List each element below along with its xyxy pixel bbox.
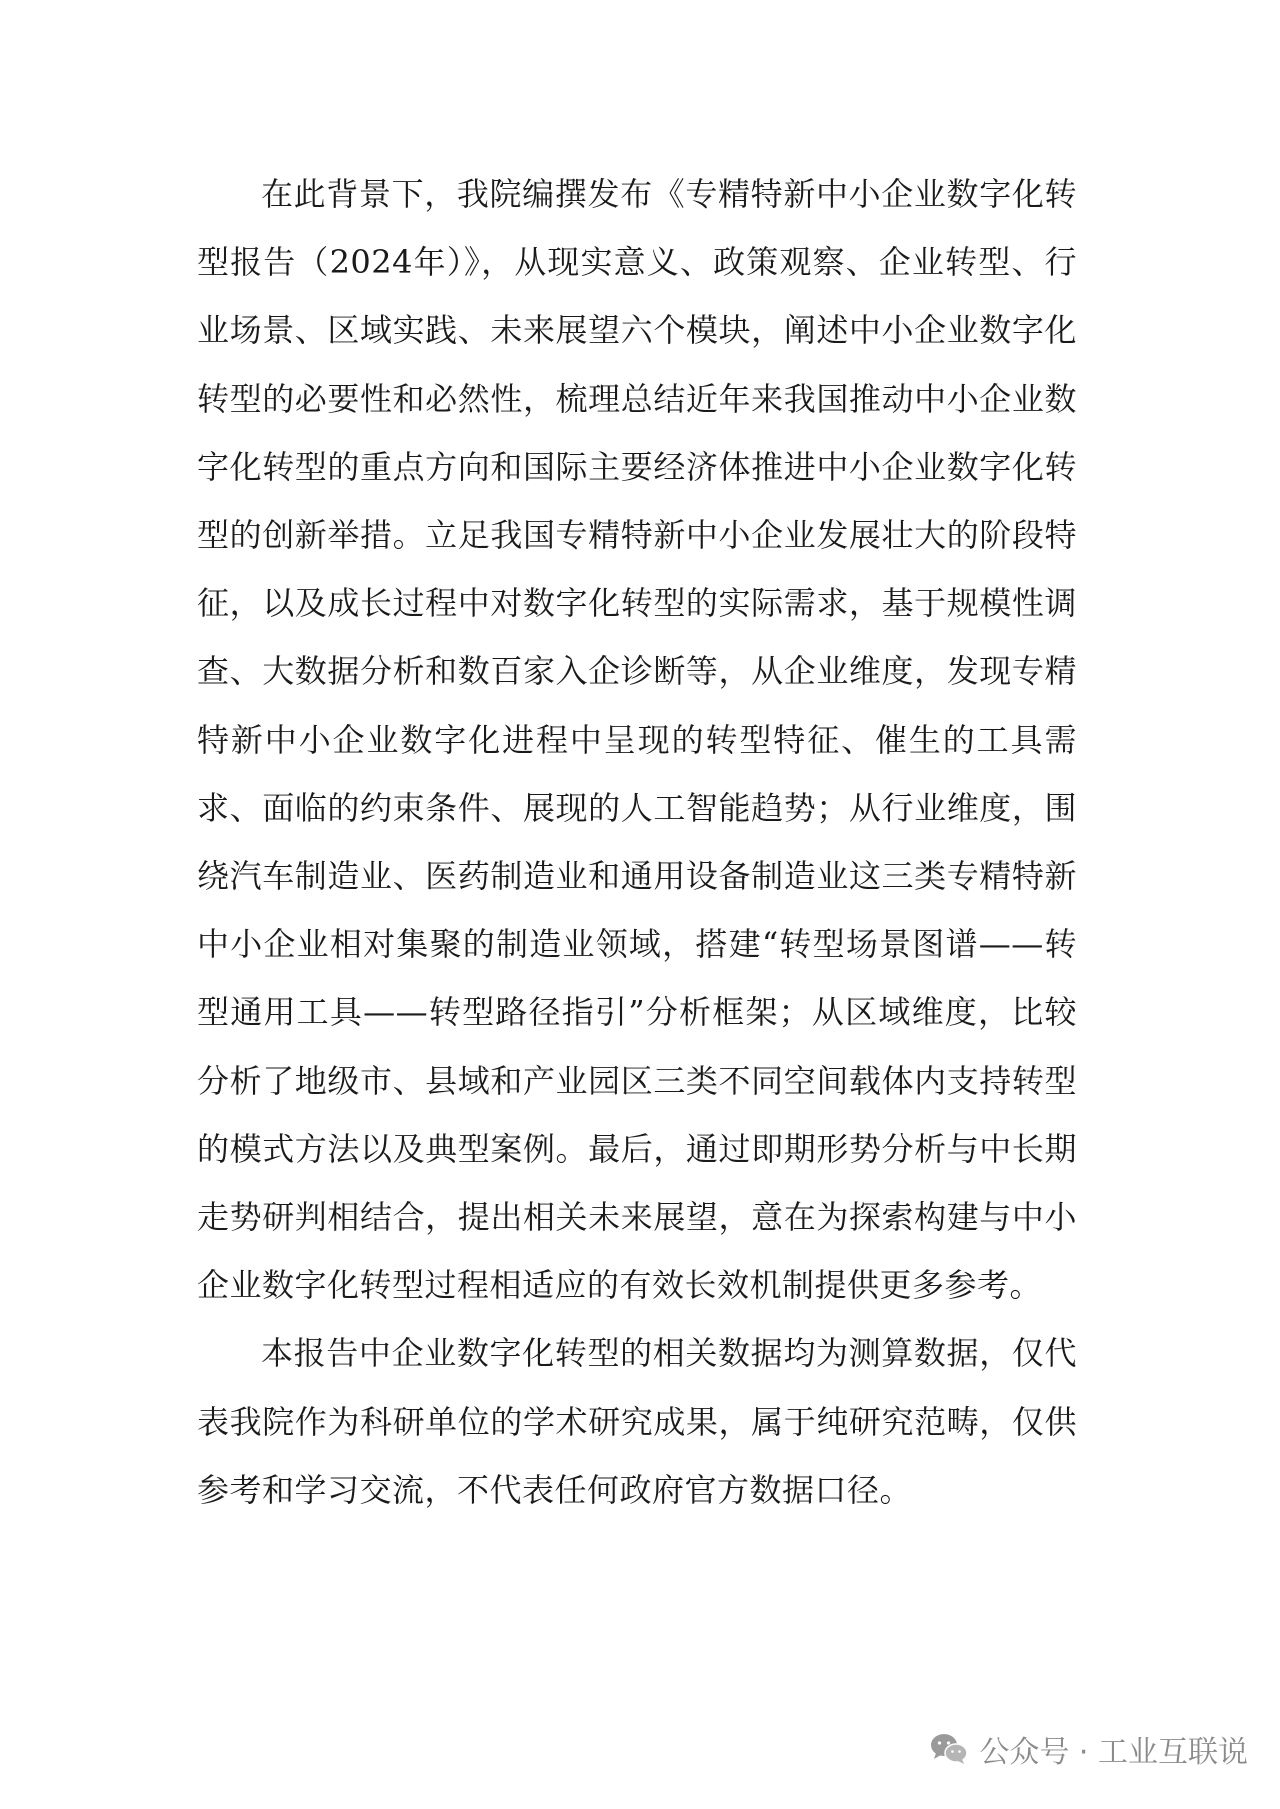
- watermark-text: 公众号 · 工业互联说: [979, 1735, 1248, 1770]
- watermark: [929, 1727, 1248, 1771]
- paragraph-background: 在此背景下，我院编撰发布《专精特新中小企业数字化转型报告（2024年）》，从现实意义、政策观察、企业转型、行业场景、区域实践、未来展望六个模块，阐述中小企业数字化转型的必要性和必然性，梳理总结近年来我国推动中小企业数字化转型的重点方向和国际主要经济体推进中小企业数字化转型的创新举措。立足我国专精特新中小企业发展壮大的阶段特征，以及成长过程中对数字化转型的实际需求，基于规模性调查、大数据分析和数百家入企诊断等，从企业维度，发现专精特新中小企业数字化进程中呈现的转型特征、催生的工具需求、面临的约束条件、展现的人工智能趋势；从行业维度，围绕汽车制造业、医药制造业和通用设备制造业这三类专精特新中小企业相对集聚的制造业领域，搭建“转型场景图谱——转型通用工具——转型路径指引”分析框架；从区域维度，比较分析了地级市、县域和产业园区三类不同空间载体内支持转型的模式方法以及典型案例。最后，通过即期形势分析与中长期走势研判相结合，提出相关未来展望，意在为探索构建与中小企业数字化转型过程相适应的有效长效机制提供更多参考。: [197, 175, 1077, 1305]
- wechat-icon: [929, 1732, 969, 1766]
- document-body: [197, 160, 1077, 1524]
- paragraph-disclaimer: 本报告中企业数字化转型的相关数据均为测算数据，仅代表我院作为科研单位的学术研究成果，属于纯研究范畴，仅供参考和学习交流，不代表任何政府官方数据口径。: [197, 1334, 1077, 1509]
